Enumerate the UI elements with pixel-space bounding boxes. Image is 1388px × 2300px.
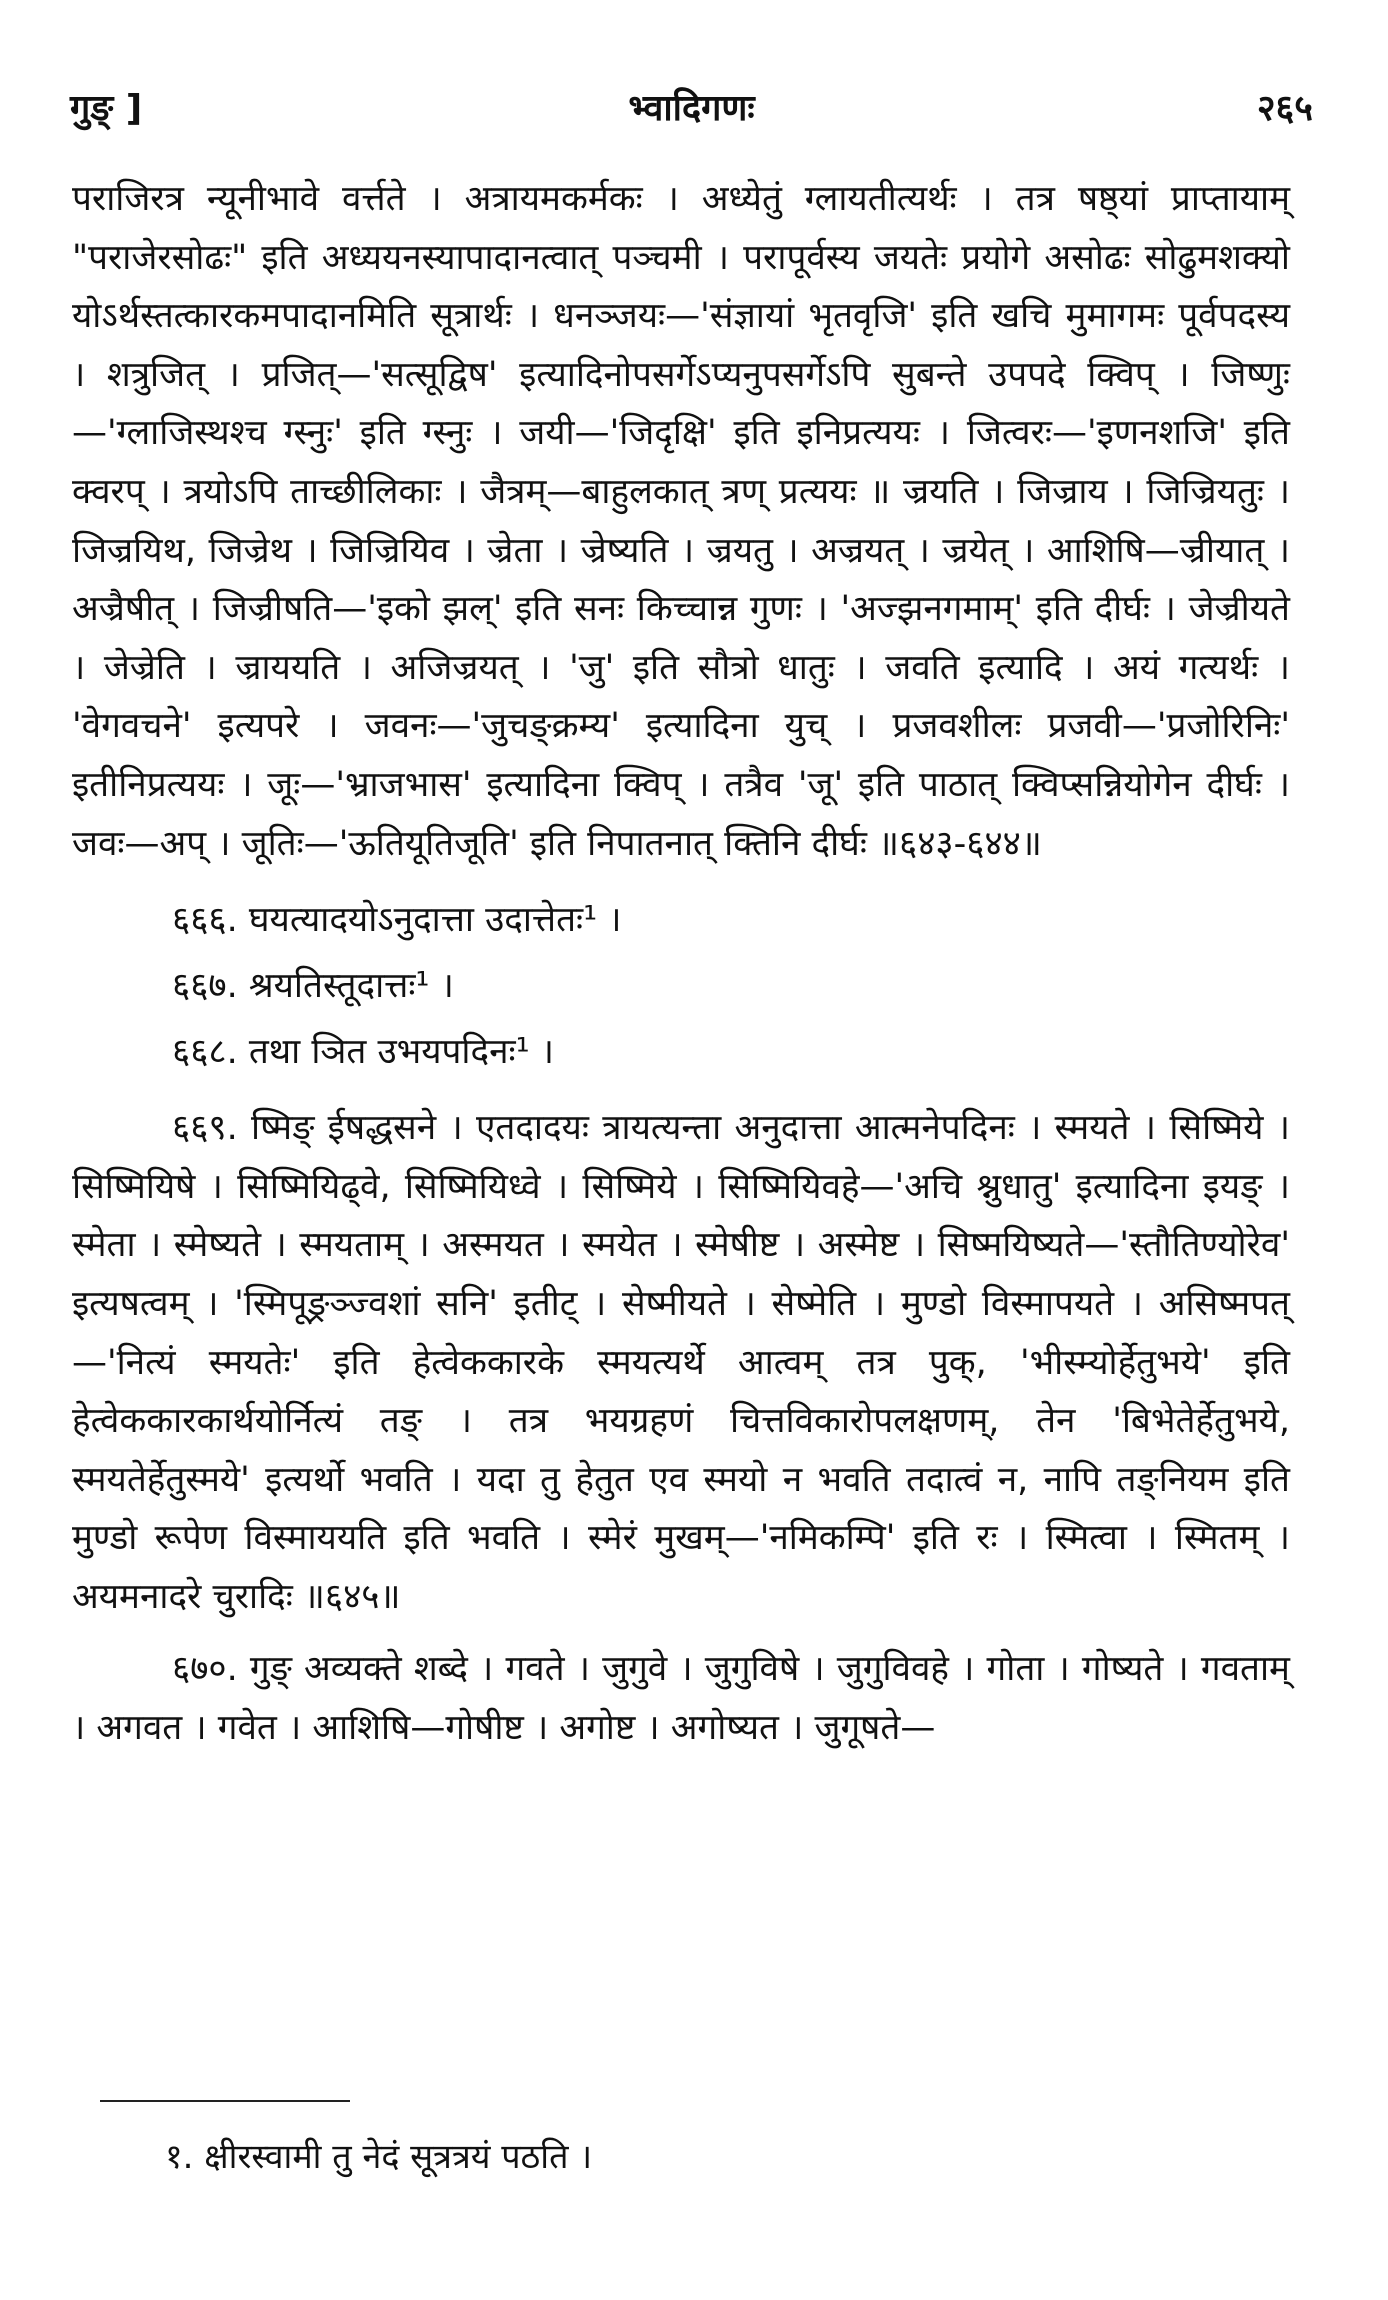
header-section-title: भ्वादिगणः [628,88,755,129]
sutra-line: ६६८. तथा ञित उभयपदिनः¹ । [172,1032,554,1073]
sutra-line: ६६७. श्रयतिस्तूदात्तः¹ । [172,966,454,1007]
footnote: १. क्षीरस्वामी तु नेदं सूत्रत्रयं पठति । [165,2137,593,2177]
page-body [72,170,1290,1758]
running-header [70,82,1313,138]
dhatu-paragraph: ६७०. गुङ् अव्यक्ते शब्दे । गवते । जुगुवे । जुगुविषे । जुगुविवहे । गोता । गोष्यते । गवताम् । अगवत । गवेत । आशिषि—गोषीष्ट । अगोष्ट । अगोष्यत । जुगूषते— [72,1649,1290,1749]
header-dhatu-marker: गुङ् ] [70,88,143,129]
page-number: २६५ [1256,88,1313,129]
dhatu-paragraph: ६६९. ष्मिङ् ईषद्धसने । एतदादयः त्रायत्यन्ता अनुदात्ता आत्मनेपदिनः । स्मयते । सिष्मिये । सिष्मियिषे । सिष्मियिढ्वे, सिष्मियिध्वे । सिष्मिये । सिष्मियिवहे—'अचि श्नुधातु' इत्यादिना इयङ् । स्मेता । स्मेष्यते । स्मयताम् । अस्मयत । स्मयेत । स्मेषीष्ट । अस्मेष्ट । सिष्मयिष्यते—'स्तौतिण्योरेव' इत्यषत्वम् । 'स्मिपूङ्रञ्ज्वशां सनि' इतीट् । सेष्मीयते । सेष्मेति । मुण्डो विस्मापयते । असिष्मपत्—'नित्यं स्मयतेः' इति हेत्वेककारके स्मयत्यर्थे आत्वम् तत्र पुक्, 'भीस्म्योर्हेतुभये' इति हेत्वेककारकार्थयोर्नित्यं तङ् । तत्र भयग्रहणं चित्तविकारोपलक्षणम्, तेन 'बिभेतेर्हेतुभये, स्मयतेर्हेतुस्मये' इत्यर्थो भवति । यदा तु हेतुत एव स्मयो न भवति तदात्वं न, नापि तङ्नियम इति मुण्डो रूपेण विस्माययति इति भवति । स्मेरं मुखम्—'नमिकम्पि' इति रः । स्मित्वा । स्मितम् । अयमनादरे चुरादिः ॥६४५॥ [72,1108,1290,1617]
commentary-paragraph: पराजिरत्र न्यूनीभावे वर्त्तते । अत्रायमकर्मकः । अध्येतुं ग्लायतीत्यर्थः । तत्र षष्ठ्यां प्राप्तायाम् "पराजेरसोढः" इति अध्ययनस्यापादानत्वात् पञ्चमी । परापूर्वस्य जयतेः प्रयोगे असोढः सोढुमशक्यो योऽर्थस्तत्कारकमपादानमिति सूत्रार्थः । धनञ्जयः—'संज्ञायां भृतवृजि' इति खचि मुमागमः पूर्वपदस्य । शत्रुजित् । प्रजित्—'सत्सूद्विष' इत्यादिनोपसर्गेऽप्यनुपसर्गेऽपि सुबन्ते उपपदे क्विप् । जिष्णुः—'ग्लाजिस्थश्च ग्स्नुः' इति ग्स्नुः । जयी—'जिदृक्षि' इति इनिप्रत्ययः । जित्वरः—'इणनशजि' इति क्वरप् । त्रयोऽपि ताच्छीलिकाः । जैत्रम्—बाहुलकात् त्रण् प्रत्ययः ॥ ज्रयति । जिज्राय । जिज्रियतुः । जिज्रयिथ, जिज्रेथ । जिज्रियिव । ज्रेता । ज्रेष्यति । ज्रयतु । अज्रयत् । ज्रयेत् । आशिषि—ज्रीयात् । अज्रैषीत् । जिज्रीषति—'इको झल्' इति सनः किच्चान्न गुणः । 'अज्झनगमाम्' इति दीर्घः । जेज्रीयते । जेज्रेति । ज्राययति । अजिज्रयत् । 'जु' इति सौत्रो धातुः । जवति इत्यादि । अयं गत्यर्थः । 'वेगवचने' इत्यपरे । जवनः—'जुचङ्क्रम्य' इत्यादिना युच् । प्रजवशीलः प्रजवी—'प्रजोरिनिः' इतीनिप्रत्ययः । जूः—'भ्राजभास' इत्यादिना क्विप् । तत्रैव 'जू' इति पाठात् क्विप्सन्नियोगेन दीर्घः । जवः—अप् । जूतिः—'ऊतियूतिजूति' इति निपातनात् क्तिनि दीर्घः ॥६४३-६४४॥ [72,179,1290,864]
sutra-line: ६६६. घयत्यादयोऽनुदात्ता उदात्तेतः¹ । [172,900,622,941]
footnote-rule [100,2100,350,2102]
